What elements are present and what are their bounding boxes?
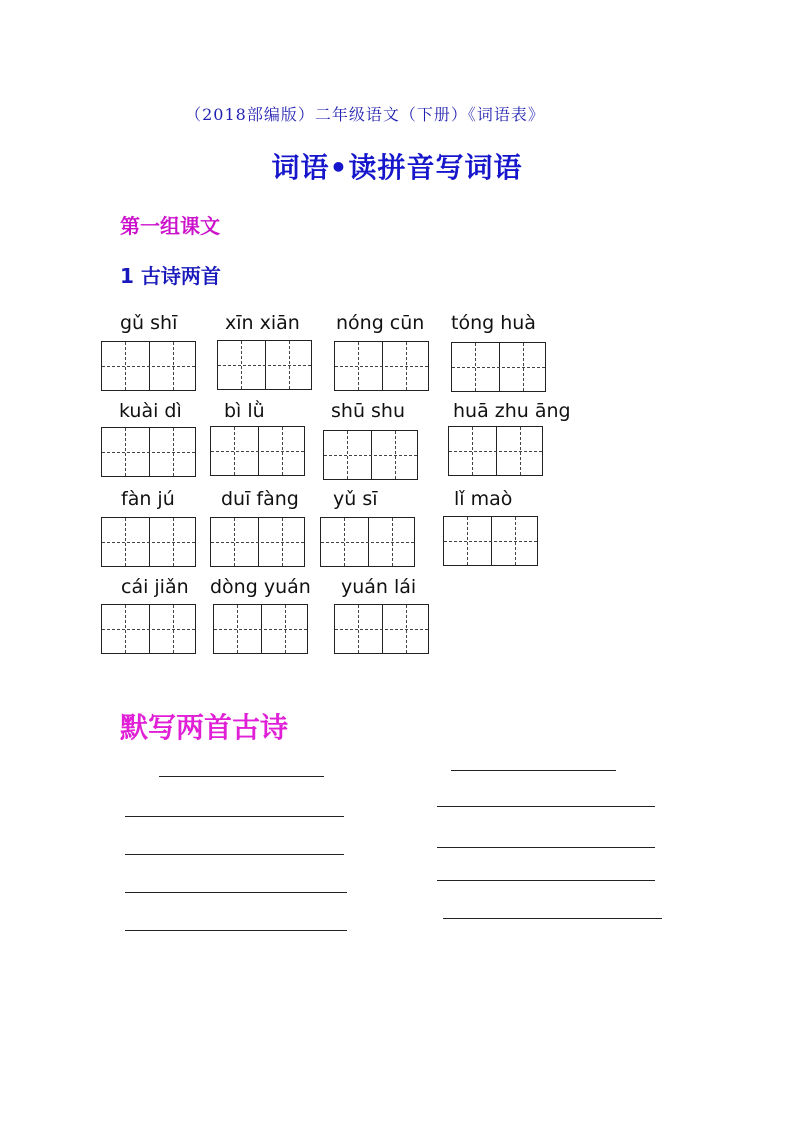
pinyin-label: huā zhu āng (453, 400, 571, 422)
pinyin-label: dòng yuán (210, 576, 311, 598)
writing-box[interactable] (217, 340, 312, 390)
writing-line[interactable] (125, 930, 347, 931)
writing-line[interactable] (437, 847, 655, 848)
section-heading: 默写两首古诗 (120, 711, 289, 744)
writing-box[interactable] (323, 430, 418, 480)
writing-box[interactable] (101, 604, 196, 654)
writing-box[interactable] (210, 426, 305, 476)
document-subtitle: （2018部编版）二年级语文（下册）《词语表》 (185, 105, 545, 124)
group-heading: 第一组课文 (120, 214, 220, 238)
writing-box[interactable] (101, 517, 196, 567)
pinyin-label: shū shu (331, 400, 406, 422)
writing-line[interactable] (451, 770, 616, 771)
writing-line[interactable] (159, 776, 324, 777)
writing-box[interactable] (101, 341, 196, 391)
writing-box[interactable] (451, 342, 546, 392)
pinyin-label: fàn jú (121, 488, 175, 510)
pinyin-label: kuài dì (119, 400, 182, 422)
writing-box[interactable] (101, 427, 196, 477)
writing-box[interactable] (320, 517, 415, 567)
pinyin-label: lǐ maò (454, 488, 513, 510)
pinyin-label: yǔ sī (333, 488, 378, 510)
writing-line[interactable] (125, 816, 344, 817)
writing-box[interactable] (334, 341, 429, 391)
writing-box[interactable] (448, 426, 543, 476)
writing-box[interactable] (210, 517, 305, 567)
pinyin-label: cái jiǎn (121, 576, 189, 598)
writing-box[interactable] (443, 516, 538, 566)
pinyin-label: nóng cūn (336, 312, 425, 334)
page-title: 词语•读拼音写词语 (271, 151, 523, 184)
writing-line[interactable] (437, 806, 655, 807)
pinyin-label: tóng huà (451, 312, 536, 334)
writing-line[interactable] (125, 854, 344, 855)
pinyin-label: duī fàng (221, 488, 299, 510)
writing-box[interactable] (213, 604, 308, 654)
lesson-heading: 1 古诗两首 (120, 264, 221, 288)
writing-line[interactable] (125, 892, 347, 893)
pinyin-label: bì lǜ (224, 400, 265, 422)
writing-line[interactable] (437, 880, 655, 881)
pinyin-label: xīn xiān (225, 312, 300, 334)
pinyin-label: gǔ shī (120, 312, 178, 334)
writing-line[interactable] (443, 918, 662, 919)
writing-box[interactable] (334, 604, 429, 654)
pinyin-label: yuán lái (341, 576, 417, 598)
